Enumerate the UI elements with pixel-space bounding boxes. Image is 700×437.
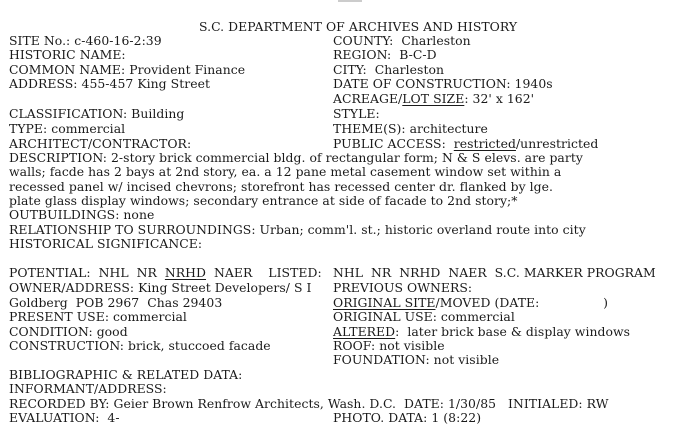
public-access-unrestricted: /unrestricted <box>515 136 599 151</box>
public-access <box>333 137 598 151</box>
public-access-label: PUBLIC ACCESS: <box>333 136 454 151</box>
informant-address: INFORMANT/ADDRESS: <box>9 381 167 396</box>
site-number: SITE No.: c-460-16-2:39 <box>9 33 162 48</box>
common-name: COMMON NAME: Provident Finance <box>9 62 246 77</box>
lot-size-label: LOT SIZE <box>402 91 465 106</box>
themes: THEME(S): architecture <box>333 121 488 136</box>
moved-date: /MOVED (DATE: ) <box>435 295 609 310</box>
style: STYLE: <box>333 106 380 121</box>
potential <box>9 266 322 280</box>
listed-options: NHL NR NRHD NAER S.C. MARKER PROGRAM <box>333 265 656 280</box>
acreage-lot-size <box>333 92 534 106</box>
altered-value: : later brick base & display windows <box>395 324 631 339</box>
roof: ROOF: not visible <box>333 338 445 353</box>
foundation: FOUNDATION: not visible <box>333 352 500 367</box>
scan-mark <box>338 0 362 2</box>
form-header: S.C. DEPARTMENT OF ARCHIVES AND HISTORY <box>199 19 518 34</box>
altered <box>333 325 630 339</box>
potential-listed: NAER LISTED: <box>206 265 322 280</box>
previous-owners: PREVIOUS OWNERS: <box>333 280 473 295</box>
owner-address-line-2: Goldberg POB 2967 Chas 29403 <box>9 295 223 310</box>
acreage-label: ACREAGE/ <box>333 91 403 106</box>
description-line-3: recessed panel w/ incised chevrons; storefront has recessed center dr. flanked by lge. <box>9 179 553 194</box>
present-use: PRESENT USE: commercial <box>9 309 187 324</box>
outbuildings: OUTBUILDINGS: none <box>9 207 155 222</box>
architect-contractor: ARCHITECT/CONTRACTOR: <box>9 136 192 151</box>
classification: CLASSIFICATION: Building <box>9 106 185 121</box>
recorded-by: RECORDED BY: Geier Brown Renfrow Architects, Wash. D.C. DATE: 1/30/85 INITIALED: RW <box>9 396 609 411</box>
description-line-2: walls; facde has 2 bays at 2nd story, ea. a 12 pane metal casement window set within a <box>9 164 562 179</box>
construction: CONSTRUCTION: brick, stuccoed facade <box>9 338 271 353</box>
owner-address: OWNER/ADDRESS: King Street Developers/ S I <box>9 280 312 295</box>
altered-label: ALTERED <box>333 324 396 339</box>
historic-name: HISTORIC NAME: <box>9 47 126 62</box>
description-line-1: DESCRIPTION: 2-story brick commercial bldg. of rectangular form; N & S elevs. are party <box>9 150 583 165</box>
region: REGION: B-C-D <box>333 47 437 62</box>
date-of-construction: DATE OF CONSTRUCTION: 1940s <box>333 76 553 91</box>
original-site-label: ORIGINAL SITE <box>333 295 436 310</box>
public-access-restricted: restricted <box>453 136 516 151</box>
address: ADDRESS: 455-457 King Street <box>9 76 210 91</box>
type: TYPE: commercial <box>9 121 126 136</box>
original-use: ORIGINAL USE: commercial <box>333 309 515 324</box>
city: CITY: Charleston <box>333 62 445 77</box>
lot-size-value: : 32' x 162' <box>464 91 535 106</box>
county: COUNTY: Charleston <box>333 33 471 48</box>
evaluation: EVALUATION: 4- <box>9 410 120 425</box>
relationship-to-surroundings: RELATIONSHIP TO SURROUNDINGS: Urban; comm'l. st.; historic overland route into city <box>9 222 586 237</box>
description-line-4: plate glass display windows; secondary entrance at side of facade to 2nd story;* <box>9 193 518 208</box>
historical-significance: HISTORICAL SIGNIFICANCE: <box>9 236 203 251</box>
photo-data: PHOTO. DATA: 1 (8:22) <box>333 410 482 425</box>
potential-nrhd: NRHD <box>164 265 207 280</box>
condition: CONDITION: good <box>9 324 128 339</box>
potential-label: POTENTIAL: NHL NR <box>9 265 165 280</box>
bibliographic-data: BIBLIOGRAPHIC & RELATED DATA: <box>9 367 243 382</box>
original-site-moved <box>333 296 608 310</box>
